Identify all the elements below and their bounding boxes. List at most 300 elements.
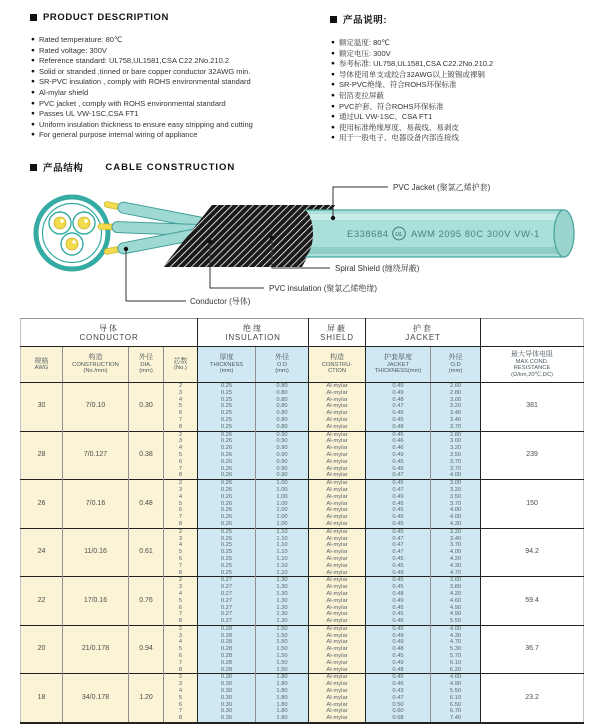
bullet-item: [31, 121, 326, 129]
table-group-header: [198, 319, 309, 347]
group-header-en: INSULATION: [225, 332, 281, 342]
jacket-od-cell: 4.90: [431, 681, 481, 688]
jacket-print-cert-number: E338684: [347, 229, 389, 240]
resistance-cell: 150: [481, 480, 584, 529]
jacket-thickness-cell: 0.45: [366, 417, 431, 424]
column-header-line: (mm): [139, 368, 153, 375]
bullet-item: [31, 89, 326, 97]
insulation-thickness-cell: 0.25: [198, 424, 256, 431]
insulation-thickness-cell: 0.25: [198, 417, 256, 424]
shield-type-cell: Al-mylar: [309, 487, 366, 494]
shield-type-cell: Al-mylar: [309, 521, 366, 528]
bullet-icon: ●: [331, 102, 335, 110]
construction-cell: 21/0.178: [63, 625, 129, 674]
shield-type-cell: Al-mylar: [309, 660, 366, 667]
table-column-header: [256, 347, 309, 383]
column-header-line: 芯数: [173, 357, 188, 365]
cores-cell: 2: [164, 577, 198, 584]
jacket-od-cell: 7.40: [431, 715, 481, 723]
insulation-od-cell: 1.10: [256, 536, 309, 543]
bullet-text: 参考标准: UL758,UL1581,CSA C22.2No.210.2: [338, 59, 494, 69]
jacket-od-cell: 3.50: [431, 452, 481, 459]
cores-cell: 3: [164, 584, 198, 591]
cores-cell: 4: [164, 494, 198, 501]
shield-type-cell: Al-mylar: [309, 445, 366, 452]
insulation-od-cell: 1.00: [256, 494, 309, 501]
jacket-thickness-cell: 0.47: [366, 487, 431, 494]
jacket-thickness-cell: 0.45: [366, 466, 431, 473]
jacket-thickness-cell: 0.48: [366, 591, 431, 598]
insulation-thickness-cell: 0.27: [198, 618, 256, 625]
shield-type-cell: Al-mylar: [309, 417, 366, 424]
column-header-line: O.D: [450, 361, 461, 368]
table-column-header: [63, 347, 129, 383]
jacket-od-cell: 3.70: [431, 424, 481, 431]
jacket-thickness-cell: 0.45: [366, 584, 431, 591]
jacket-thickness-cell: 0.48: [366, 646, 431, 653]
cable-construction-diagram: [0, 175, 603, 318]
insulation-od-cell: 1.10: [256, 563, 309, 570]
column-header-line: (mm): [275, 368, 289, 375]
dia-cell: 0.38: [129, 431, 164, 480]
bullet-item: [31, 68, 326, 76]
insulation-thickness-cell: 0.26: [198, 487, 256, 494]
jacket-thickness-cell: 0.45: [366, 514, 431, 521]
table-group-header: [309, 319, 366, 347]
insulation-thickness-cell: 0.27: [198, 577, 256, 584]
dia-cell: 0.76: [129, 577, 164, 626]
insulation-od-cell: 1.80: [256, 715, 309, 723]
shield-type-cell: Al-mylar: [309, 452, 366, 459]
insulation-od-cell: 1.00: [256, 480, 309, 487]
bullet-icon: ●: [31, 99, 35, 107]
insulation-thickness-cell: 0.25: [198, 403, 256, 410]
cores-cell: 5: [164, 695, 198, 702]
insulation-od-cell: 0.90: [256, 459, 309, 466]
shield-type-cell: Al-mylar: [309, 556, 366, 563]
shield-type-cell: Al-mylar: [309, 584, 366, 591]
shield-type-cell: Al-mylar: [309, 466, 366, 473]
bullet-text: SR-PVC insulation , comply with ROHS environmental standard: [38, 77, 251, 87]
product-description-section: [30, 12, 326, 142]
shield-type-cell: Al-mylar: [309, 536, 366, 543]
cores-cell: 2: [164, 431, 198, 438]
svg-text:UL: UL: [395, 232, 403, 238]
jacket-thickness-cell: 0.49: [366, 598, 431, 605]
section-title-text: 产品说明:: [343, 15, 388, 26]
jacket-thickness-cell: 0.45: [366, 480, 431, 487]
insulation-od-cell: 1.00: [256, 501, 309, 508]
cores-cell: 4: [164, 639, 198, 646]
insulation-thickness-cell: 0.27: [198, 584, 256, 591]
bullet-icon: ●: [31, 120, 35, 128]
bullet-icon: ●: [331, 91, 335, 99]
jacket-od-cell: 3.40: [431, 410, 481, 417]
insulation-thickness-cell: 0.26: [198, 507, 256, 514]
cores-cell: 7: [164, 611, 198, 618]
bullet-item: [31, 110, 326, 118]
shield-type-cell: Al-mylar: [309, 542, 366, 549]
jacket-thickness-cell: 0.45: [366, 507, 431, 514]
jacket-od-cell: 3.20: [431, 528, 481, 535]
insulation-od-cell: 0.90: [256, 466, 309, 473]
label-spiral-shield: Spiral Shield (缠绕屏蔽): [335, 264, 420, 273]
cores-cell: 5: [164, 501, 198, 508]
cores-cell: 7: [164, 563, 198, 570]
bullet-icon: ●: [31, 88, 35, 96]
jacket-od-cell: 3.00: [431, 438, 481, 445]
cores-cell: 7: [164, 514, 198, 521]
jacket-od-cell: 6.50: [431, 702, 481, 709]
jacket-od-cell: 5.50: [431, 688, 481, 695]
bullet-item: [331, 134, 600, 142]
bullet-item: [331, 50, 600, 58]
bullet-item: [331, 81, 600, 89]
insulation-thickness-cell: 0.26: [198, 480, 256, 487]
insulation-od-cell: 1.30: [256, 618, 309, 625]
insulation-od-cell: 1.30: [256, 577, 309, 584]
jacket-thickness-cell: 0.45: [366, 625, 431, 632]
cores-cell: 8: [164, 424, 198, 431]
insulation-od-cell: 0.90: [256, 452, 309, 459]
bullet-item: [331, 113, 600, 121]
insulation-od-cell: 0.80: [256, 397, 309, 404]
shield-type-cell: Al-mylar: [309, 702, 366, 709]
resistance-cell: 381: [481, 383, 584, 432]
column-header-line: 构造: [88, 354, 103, 362]
jacket-thickness-cell: 0.45: [366, 674, 431, 681]
table-column-header: [129, 347, 164, 383]
bullet-text: 额定温度: 80℃: [338, 38, 390, 47]
cores-cell: 5: [164, 646, 198, 653]
insulation-od-cell: 1.30: [256, 584, 309, 591]
jacket-thickness-cell: 0.45: [366, 459, 431, 466]
resistance-cell: 94.2: [481, 528, 584, 577]
jacket-thickness-cell: 0.45: [366, 383, 431, 390]
resistance-cell: 36.7: [481, 625, 584, 674]
column-header-line: AWG: [34, 365, 49, 372]
insulation-od-cell: 1.80: [256, 708, 309, 715]
bullet-text: Rated voltage: 300V: [38, 45, 107, 55]
jacket-od-cell: 6.10: [431, 660, 481, 667]
bullet-text: 通过UL VW-1SC、CSA FT1: [338, 112, 433, 122]
table-column-header: [198, 347, 256, 383]
shield-type-cell: Al-mylar: [309, 480, 366, 487]
bullet-icon: ●: [331, 49, 335, 57]
insulation-thickness-cell: 0.26: [198, 438, 256, 445]
shield-type-cell: Al-mylar: [309, 570, 366, 577]
bullet-item: [31, 47, 326, 55]
insulation-od-cell: 1.30: [256, 591, 309, 598]
jacket-thickness-cell: 0.46: [366, 681, 431, 688]
shield-type-cell: Al-mylar: [309, 472, 366, 479]
insulation-thickness-cell: 0.28: [198, 639, 256, 646]
bullet-item: [331, 39, 600, 47]
jacket-thickness-cell: 0.47: [366, 536, 431, 543]
section-square-icon: [30, 164, 37, 171]
jacket-od-cell: 3.40: [431, 417, 481, 424]
shield-type-cell: Al-mylar: [309, 528, 366, 535]
shield-type-cell: Al-mylar: [309, 403, 366, 410]
jacket-od-cell: 4.30: [431, 563, 481, 570]
awg-cell: 22: [21, 577, 63, 626]
section-square-icon: [30, 14, 37, 21]
cores-cell: 8: [164, 521, 198, 528]
resistance-cell: 239: [481, 431, 584, 480]
insulation-thickness-cell: 0.26: [198, 521, 256, 528]
column-header-line: 厚度: [219, 354, 234, 362]
awg-cell: 30: [21, 383, 63, 432]
jacket-od-cell: 4.00: [431, 472, 481, 479]
jacket-od-cell: 4.00: [431, 507, 481, 514]
jacket-thickness-cell: 0.49: [366, 494, 431, 501]
insulation-od-cell: 0.80: [256, 424, 309, 431]
bullet-text: SR-PVC绝缘、符合ROHS环保标准: [338, 80, 457, 90]
insulation-od-cell: 0.80: [256, 383, 309, 390]
construction-cell: 7/0.10: [63, 383, 129, 432]
jacket-thickness-cell: 0.45: [366, 501, 431, 508]
jacket-od-cell: 4.60: [431, 674, 481, 681]
insulation-od-cell: 0.80: [256, 390, 309, 397]
insulation-od-cell: 1.00: [256, 487, 309, 494]
jacket-od-cell: 3.70: [431, 466, 481, 473]
insulation-thickness-cell: 0.25: [198, 570, 256, 577]
insulation-od-cell: 1.00: [256, 514, 309, 521]
shield-type-cell: Al-mylar: [309, 674, 366, 681]
shield-type-cell: Al-mylar: [309, 695, 366, 702]
shield-type-cell: Al-mylar: [309, 653, 366, 660]
bullet-icon: ●: [331, 81, 335, 89]
jacket-thickness-cell: 0.49: [366, 570, 431, 577]
bullet-item: [331, 103, 600, 111]
cores-cell: 3: [164, 390, 198, 397]
table-group-header: [366, 319, 481, 347]
jacket-od-cell: 6.10: [431, 695, 481, 702]
shield-type-cell: Al-mylar: [309, 611, 366, 618]
jacket-thickness-cell: 0.49: [366, 390, 431, 397]
group-header-en: JACKET: [405, 332, 441, 342]
shield-type-cell: Al-mylar: [309, 397, 366, 404]
bullet-item: [331, 124, 600, 132]
jacket-od-cell: 4.90: [431, 611, 481, 618]
column-header-line: THICKNESS: [209, 361, 244, 368]
cores-cell: 6: [164, 459, 198, 466]
bullet-text: Passes UL VW-1SC,CSA FT1: [38, 109, 139, 119]
shield-type-cell: Al-mylar: [309, 438, 366, 445]
shield-type-cell: Al-mylar: [309, 494, 366, 501]
cores-cell: 4: [164, 397, 198, 404]
insulation-thickness-cell: 0.28: [198, 625, 256, 632]
jacket-od-cell: 5.50: [431, 618, 481, 625]
table-column-header: [164, 347, 198, 383]
insulation-od-cell: 1.50: [256, 639, 309, 646]
insulation-thickness-cell: 0.25: [198, 390, 256, 397]
column-header-line: THICKNESS(mm): [374, 368, 422, 375]
jacket-od-cell: 4.30: [431, 521, 481, 528]
jacket-thickness-cell: 0.68: [366, 715, 431, 723]
awg-cell: 24: [21, 528, 63, 577]
insulation-thickness-cell: 0.27: [198, 611, 256, 618]
cores-cell: 5: [164, 549, 198, 556]
bullet-text: 用于一般电子、电器设备内部连接线: [338, 133, 459, 143]
jacket-od-cell: 3.20: [431, 403, 481, 410]
bullet-item: [331, 71, 600, 79]
insulation-od-cell: 0.90: [256, 472, 309, 479]
section-title-text: PRODUCT DESCRIPTION: [43, 12, 169, 23]
cores-cell: 8: [164, 570, 198, 577]
cores-cell: 8: [164, 715, 198, 723]
insulation-thickness-cell: 0.27: [198, 591, 256, 598]
bullet-text: 铝箔麦拉屏蔽: [338, 90, 384, 100]
insulation-thickness-cell: 0.28: [198, 646, 256, 653]
bullet-icon: ●: [331, 70, 335, 78]
column-header-line: O.D: [276, 361, 288, 368]
bullet-item: [31, 36, 326, 44]
cores-cell: 3: [164, 633, 198, 640]
insulation-od-cell: 1.80: [256, 681, 309, 688]
column-header-line: (No.): [174, 365, 187, 372]
cores-cell: 7: [164, 660, 198, 667]
cores-cell: 4: [164, 542, 198, 549]
cores-cell: 2: [164, 480, 198, 487]
label-conductor: Conductor (导体): [190, 297, 251, 306]
insulation-thickness-cell: 0.26: [198, 452, 256, 459]
insulation-thickness-cell: 0.26: [198, 494, 256, 501]
group-header-cn: 屏蔽: [327, 323, 348, 333]
table-column-header: [309, 347, 366, 383]
insulation-thickness-cell: 0.30: [198, 695, 256, 702]
jacket-thickness-cell: 0.45: [366, 521, 431, 528]
shield-type-cell: Al-mylar: [309, 633, 366, 640]
jacket-thickness-cell: 0.45: [366, 431, 431, 438]
insulation-od-cell: 1.30: [256, 598, 309, 605]
resistance-cell: 23.2: [481, 674, 584, 723]
jacket-od-cell: 4.20: [431, 556, 481, 563]
shield-type-cell: Al-mylar: [309, 507, 366, 514]
shield-type-cell: Al-mylar: [309, 605, 366, 612]
column-header-line: JACKET: [386, 361, 410, 368]
bullet-icon: ●: [31, 67, 35, 75]
bullet-text: 额定电压: 300V: [338, 48, 391, 58]
group-header-cn: 护套: [413, 323, 434, 333]
column-header-line: 构造: [330, 354, 345, 362]
label-pvc-jacket: PVC Jacket (聚氯乙烯护套): [393, 183, 491, 192]
insulation-od-cell: 1.30: [256, 605, 309, 612]
bullet-item: [31, 131, 326, 139]
jacket-thickness-cell: 0.47: [366, 695, 431, 702]
jacket-thickness-cell: 0.45: [366, 556, 431, 563]
awg-cell: 20: [21, 625, 63, 674]
insulation-thickness-cell: 0.30: [198, 715, 256, 723]
shield-type-cell: Al-mylar: [309, 667, 366, 674]
shield-type-cell: Al-mylar: [309, 459, 366, 466]
group-header-en: CONDUCTOR: [79, 332, 139, 342]
jacket-thickness-cell: 0.46: [366, 618, 431, 625]
jacket-od-cell: 4.00: [431, 625, 481, 632]
jacket-thickness-cell: 0.47: [366, 403, 431, 410]
insulation-od-cell: 1.50: [256, 653, 309, 660]
cores-cell: 4: [164, 591, 198, 598]
column-header-line: 外径: [275, 354, 289, 362]
bullet-icon: ●: [331, 113, 335, 121]
core-circle: [49, 212, 71, 234]
cores-cell: 2: [164, 383, 198, 390]
jacket-od-cell: 3.20: [431, 445, 481, 452]
bullet-text: PVC jacket , comply with ROHS environmental standard: [38, 98, 226, 108]
insulation-od-cell: 1.30: [256, 611, 309, 618]
dia-cell: 1.20: [129, 674, 164, 723]
cores-cell: 6: [164, 507, 198, 514]
insulation-od-cell: 0.90: [256, 445, 309, 452]
cores-cell: 6: [164, 653, 198, 660]
cores-cell: 2: [164, 625, 198, 632]
insulation-thickness-cell: 0.25: [198, 549, 256, 556]
cores-cell: 3: [164, 536, 198, 543]
cores-cell: 6: [164, 605, 198, 612]
table-column-header: [481, 347, 584, 383]
shield-type-cell: Al-mylar: [309, 708, 366, 715]
column-header-line: (Ω/km,20℃,DC): [510, 371, 554, 378]
bullet-text: For general purpose internal wiring of appliance: [38, 130, 198, 140]
insulation-thickness-cell: 0.25: [198, 536, 256, 543]
jacket-thickness-cell: 0.45: [366, 563, 431, 570]
jacket-thickness-cell: 0.48: [366, 667, 431, 674]
insulation-od-cell: 1.00: [256, 521, 309, 528]
insulation-thickness-cell: 0.25: [198, 410, 256, 417]
insulation-od-cell: 1.50: [256, 667, 309, 674]
cores-cell: 8: [164, 472, 198, 479]
insulation-thickness-cell: 0.27: [198, 605, 256, 612]
jacket-thickness-cell: 0.45: [366, 605, 431, 612]
jacket-od-cell: 3.00: [431, 480, 481, 487]
jacket-od-cell: 3.40: [431, 536, 481, 543]
jacket-thickness-cell: 0.45: [366, 528, 431, 535]
insulation-thickness-cell: 0.26: [198, 431, 256, 438]
insulation-od-cell: 1.10: [256, 542, 309, 549]
construction-section-title: [30, 160, 235, 174]
insulation-thickness-cell: 0.28: [198, 633, 256, 640]
table-group-header: [21, 319, 198, 347]
column-header-line: 外径: [448, 354, 463, 362]
section-square-icon: [330, 16, 337, 23]
insulation-od-cell: 0.90: [256, 431, 309, 438]
jacket-od-cell: 4.60: [431, 598, 481, 605]
jacket-od-cell: 5.70: [431, 653, 481, 660]
jacket-thickness-cell: 0.46: [366, 438, 431, 445]
insulation-od-cell: 0.80: [256, 417, 309, 424]
jacket-thickness-cell: 0.49: [366, 633, 431, 640]
insulation-thickness-cell: 0.30: [198, 681, 256, 688]
shield-type-cell: Al-mylar: [309, 591, 366, 598]
cores-cell: 7: [164, 466, 198, 473]
cores-cell: 6: [164, 702, 198, 709]
insulation-thickness-cell: 0.30: [198, 674, 256, 681]
insulation-od-cell: 1.10: [256, 549, 309, 556]
group-header-cn: 导体: [99, 323, 119, 333]
jacket-od-cell: 3.70: [431, 501, 481, 508]
shield-type-cell: Al-mylar: [309, 410, 366, 417]
bullet-text: Solid or stranded ,tinned or bare copper conductor 32AWG min.: [38, 66, 251, 76]
bullet-text: Rated temperature: 80℃: [38, 35, 123, 44]
group-header-en: SHIELD: [320, 332, 354, 342]
shield-type-cell: Al-mylar: [309, 646, 366, 653]
column-header-line: RESISTANCE: [513, 365, 551, 372]
shield-type-cell: Al-mylar: [309, 383, 366, 390]
jacket-thickness-cell: 0.45: [366, 410, 431, 417]
column-header-line: 最大导体电阻: [511, 351, 554, 359]
jacket-thickness-cell: 0.49: [366, 660, 431, 667]
insulation-thickness-cell: 0.28: [198, 667, 256, 674]
